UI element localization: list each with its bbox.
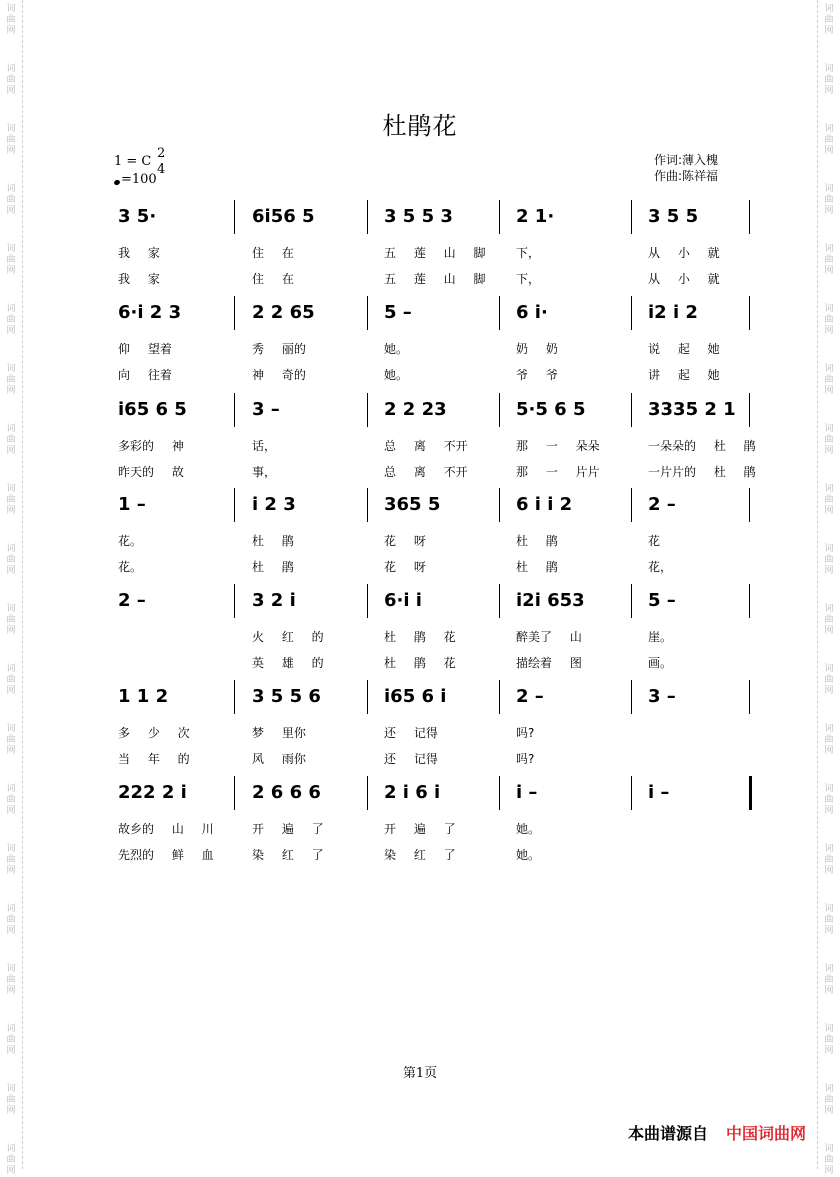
measure-notes: 6 i·	[516, 302, 548, 323]
lyric-verse1: 醉美了 山	[516, 630, 582, 644]
lyric-verse2: 下，	[516, 272, 541, 286]
lyric-verse1: 故乡的 山 川	[118, 822, 214, 836]
lyric-verse2: 一片片的 杜 鹃	[648, 465, 756, 479]
lyric-verse2: 我 家	[118, 272, 160, 286]
right-watermark-strip	[817, 0, 840, 1176]
lyric-verse1: 花 呀	[384, 534, 426, 548]
measure-notes: 3 5 5	[648, 206, 699, 227]
measure-notes: 2 1·	[516, 206, 555, 227]
lyric-verse2: 英 雄 的	[252, 656, 324, 670]
quarter-note-icon	[113, 179, 120, 186]
lyric-verse1: 住 在	[252, 246, 294, 260]
measure-notes: 2 –	[516, 686, 544, 707]
watermark-text: 词 曲 网	[6, 1144, 16, 1176]
lyric-verse1: 话，	[252, 439, 277, 453]
lyric-verse1: 秀 丽的	[252, 342, 306, 356]
lyric-verse1: 梦 里你	[252, 726, 306, 740]
measure-notes: 2 2 23	[384, 399, 447, 420]
page-number: 第1页	[402, 1066, 438, 1081]
time-bottom: 4	[157, 162, 166, 177]
lyric-verse2: 她。	[516, 848, 541, 862]
watermark-text: 词 曲 网	[6, 964, 16, 996]
measure-notes: 2 –	[118, 590, 146, 611]
barline	[631, 296, 632, 330]
lyric-verse2: 花。	[118, 560, 143, 574]
lyric-verse1: 杜 鹃 花	[384, 630, 456, 644]
watermark-text: 词 曲 网	[824, 124, 834, 156]
lyric-verse2: 画。	[648, 656, 673, 670]
measure-notes: 3 5·	[118, 206, 157, 227]
measure-notes: 5·5 6 5	[516, 399, 586, 420]
watermark-text: 词 曲 网	[6, 544, 16, 576]
watermark-text: 词 曲 网	[6, 304, 16, 336]
watermark-text: 词 曲 网	[6, 844, 16, 876]
barline	[631, 776, 632, 810]
watermark-text: 词 曲 网	[824, 544, 834, 576]
lyric-verse2: 杜 鹃	[516, 560, 558, 574]
lyric-verse2: 还 记得	[384, 752, 438, 766]
barline	[499, 584, 500, 618]
watermark-text: 词 曲 网	[6, 484, 16, 516]
barline	[367, 680, 368, 714]
lyric-verse1: 奶 奶	[516, 342, 558, 356]
barline	[749, 200, 750, 234]
barline	[749, 584, 750, 618]
barline	[367, 296, 368, 330]
barline	[631, 393, 632, 427]
watermark-text: 词 曲 网	[824, 844, 834, 876]
lyric-verse2: 住 在	[252, 272, 294, 286]
lyric-verse2: 总 离 不开	[384, 465, 468, 479]
lyric-verse1: 多彩的 神	[118, 439, 184, 453]
lyric-verse1: 我 家	[118, 246, 160, 260]
lyric-verse1: 说 起 她	[648, 342, 720, 356]
lyric-verse2: 描绘着 图	[516, 656, 582, 670]
lyric-verse1: 总 离 不开	[384, 439, 468, 453]
barline	[234, 393, 235, 427]
watermark-text: 词 曲 网	[824, 964, 834, 996]
barline	[631, 200, 632, 234]
barline	[367, 200, 368, 234]
tempo-value: =100	[121, 172, 157, 187]
lyric-verse1: 花。	[118, 534, 143, 548]
time-top: 2	[157, 146, 166, 161]
lyric-verse2: 昨天的 故	[118, 465, 184, 479]
barline	[234, 584, 235, 618]
lyric-verse2: 爷 爷	[516, 368, 558, 382]
watermark-text: 词 曲 网	[6, 124, 16, 156]
measure-notes: 3335 2 1	[648, 399, 736, 420]
lyric-verse1: 还 记得	[384, 726, 438, 740]
lyric-verse2: 五 莲 山 脚	[384, 272, 486, 286]
measure-notes: i2i 653	[516, 590, 585, 611]
watermark-text: 词 曲 网	[6, 904, 16, 936]
barline	[749, 393, 750, 427]
measure-notes: 2 6 6 6	[252, 782, 321, 803]
watermark-text: 词 曲 网	[824, 64, 834, 96]
measure-notes: i65 6 5	[118, 399, 187, 420]
lyric-verse2: 花，	[648, 560, 673, 574]
watermark-text: 词 曲 网	[6, 664, 16, 696]
barline	[631, 680, 632, 714]
source-credit	[628, 1121, 806, 1144]
barline	[367, 584, 368, 618]
tempo-marking	[114, 172, 157, 187]
measure-notes: 3 5 5 6	[252, 686, 321, 707]
lyric-verse2: 先烈的 鲜 血	[118, 848, 214, 862]
barline	[234, 680, 235, 714]
watermark-text: 词 曲 网	[6, 364, 16, 396]
barline	[499, 393, 500, 427]
measure-notes: 1 –	[118, 494, 146, 515]
lyricist: 作词:薄入槐	[654, 153, 719, 167]
barline	[234, 776, 235, 810]
barline	[499, 680, 500, 714]
lyric-verse1: 一朵朵的 杜 鹃	[648, 439, 756, 453]
measure-notes: 5 –	[384, 302, 412, 323]
lyric-verse1: 她。	[384, 342, 409, 356]
barline	[749, 296, 750, 330]
watermark-text: 词 曲 网	[824, 484, 834, 516]
source-label: 本曲谱源自	[627, 1124, 708, 1143]
measure-notes: 222 2 i	[118, 782, 187, 803]
watermark-text: 词 曲 网	[6, 724, 16, 756]
measure-notes: i 2 3	[252, 494, 296, 515]
barline	[749, 488, 750, 522]
watermark-text: 词 曲 网	[6, 1084, 16, 1116]
watermark-text: 词 曲 网	[824, 1084, 834, 1116]
key-signature: 1 = C	[114, 154, 152, 169]
lyric-verse1: 火 红 的	[252, 630, 324, 644]
measure-notes: 2 2 65	[252, 302, 315, 323]
barline	[499, 488, 500, 522]
watermark-text: 词 曲 网	[6, 784, 16, 816]
barline	[631, 584, 632, 618]
watermark-text: 词 曲 网	[824, 1024, 834, 1056]
lyric-verse2: 神 奇的	[252, 368, 306, 382]
measure-notes: 365 5	[384, 494, 441, 515]
watermark-text: 词 曲 网	[6, 4, 16, 36]
lyric-verse1: 仰 望着	[118, 342, 172, 356]
composer: 作曲:陈祥福	[654, 169, 719, 183]
barline	[749, 680, 750, 714]
lyric-verse1: 吗?	[516, 726, 535, 740]
watermark-text: 词 曲 网	[824, 904, 834, 936]
lyric-verse2: 从 小 就	[648, 272, 720, 286]
measure-notes: 6·i 2 3	[118, 302, 182, 323]
watermark-text: 词 曲 网	[824, 424, 834, 456]
barline	[234, 488, 235, 522]
measure-notes: 1 1 2	[118, 686, 169, 707]
lyric-verse1: 崖。	[648, 630, 673, 644]
lyric-verse1: 她。	[516, 822, 541, 836]
barline	[499, 296, 500, 330]
lyric-verse1: 开 遍 了	[384, 822, 456, 836]
lyric-verse1: 杜 鹃	[252, 534, 294, 548]
lyric-verse2: 事，	[252, 465, 277, 479]
lyric-verse1: 那 一 朵朵	[516, 439, 600, 453]
measure-notes: 6·i i	[384, 590, 422, 611]
lyric-verse2: 杜 鹃	[252, 560, 294, 574]
lyric-verse2: 讲 起 她	[648, 368, 720, 382]
time-signature	[157, 146, 165, 178]
measure-notes: 5 –	[648, 590, 676, 611]
lyric-verse1: 下，	[516, 246, 541, 260]
barline	[631, 488, 632, 522]
credits	[654, 152, 718, 184]
lyric-verse2: 杜 鹃 花	[384, 656, 456, 670]
watermark-text: 词 曲 网	[824, 1144, 834, 1176]
watermark-text: 词 曲 网	[824, 304, 834, 336]
measure-notes: i65 6 i	[384, 686, 447, 707]
lyric-verse1: 从 小 就	[648, 246, 720, 260]
barline	[234, 296, 235, 330]
lyric-verse2: 染 红 了	[252, 848, 324, 862]
watermark-text: 词 曲 网	[6, 64, 16, 96]
lyric-verse2: 向 往着	[118, 368, 172, 382]
watermark-text: 词 曲 网	[824, 664, 834, 696]
lyric-verse1: 多 少 次	[118, 726, 190, 740]
watermark-text: 词 曲 网	[824, 244, 834, 276]
lyric-verse2: 她。	[384, 368, 409, 382]
barline	[367, 776, 368, 810]
watermark-text: 词 曲 网	[6, 424, 16, 456]
measure-notes: 3 5 5 3	[384, 206, 453, 227]
measure-notes: 3 –	[252, 399, 280, 420]
barline	[499, 200, 500, 234]
measure-notes: 3 2 i	[252, 590, 296, 611]
lyric-verse2: 花 呀	[384, 560, 426, 574]
watermark-text: 词 曲 网	[824, 604, 834, 636]
final-repeat-barline	[749, 776, 752, 810]
lyric-verse2: 风 雨你	[252, 752, 306, 766]
lyric-verse2: 吗?	[516, 752, 535, 766]
lyric-verse1: 开 遍 了	[252, 822, 324, 836]
watermark-text: 词 曲 网	[6, 604, 16, 636]
barline	[234, 200, 235, 234]
source-site: 中国词曲网	[725, 1124, 806, 1143]
measure-notes: 3 –	[648, 686, 676, 707]
watermark-text: 词 曲 网	[824, 184, 834, 216]
watermark-text: 词 曲 网	[824, 724, 834, 756]
lyric-verse2: 染 红 了	[384, 848, 456, 862]
watermark-text: 词 曲 网	[6, 1024, 16, 1056]
measure-notes: i –	[648, 782, 670, 803]
measure-notes: 6 i i 2	[516, 494, 573, 515]
barline	[367, 393, 368, 427]
watermark-text: 词 曲 网	[824, 364, 834, 396]
measure-notes: 2 i 6 i	[384, 782, 441, 803]
measure-notes: 6i56 5	[252, 206, 315, 227]
measure-notes: i –	[516, 782, 538, 803]
lyric-verse2: 那 一 片片	[516, 465, 600, 479]
left-watermark-strip	[0, 0, 23, 1176]
barline	[367, 488, 368, 522]
measure-notes: 2 –	[648, 494, 676, 515]
lyric-verse1: 花	[648, 534, 661, 548]
song-title: 杜鹃花	[382, 112, 458, 140]
measure-notes: i2 i 2	[648, 302, 698, 323]
watermark-text: 词 曲 网	[6, 184, 16, 216]
watermark-text: 词 曲 网	[824, 784, 834, 816]
barline	[499, 776, 500, 810]
lyric-verse2: 当 年 的	[118, 752, 190, 766]
watermark-text: 词 曲 网	[6, 244, 16, 276]
watermark-text: 词 曲 网	[824, 4, 834, 36]
lyric-verse1: 杜 鹃	[516, 534, 558, 548]
lyric-verse1: 五 莲 山 脚	[384, 246, 486, 260]
